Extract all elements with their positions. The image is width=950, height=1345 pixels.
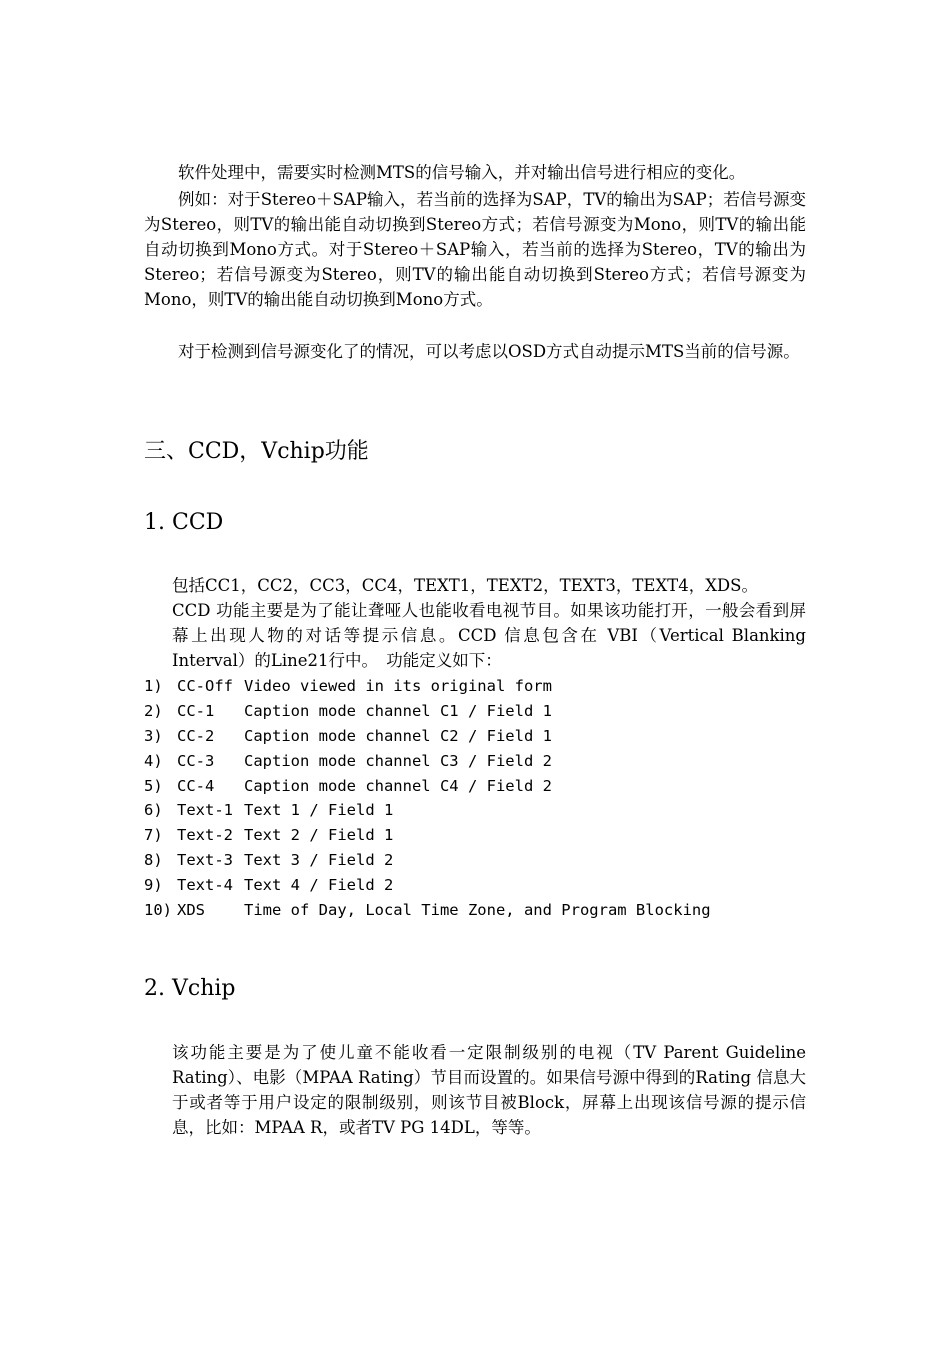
list-item: 7) Text-2 Text 2 / Field 1 xyxy=(144,826,394,845)
list-item: 9) Text-4 Text 4 / Field 2 xyxy=(144,876,394,895)
ccd-mode-list xyxy=(144,674,844,923)
list-item: 4) CC-3 Caption mode channel C3 / Field 2 xyxy=(144,751,552,770)
section-heading-ccd-vchip: 三、CCD，Vchip功能 xyxy=(144,439,369,464)
list-item: 1) CC-Off Video viewed in its original form xyxy=(144,677,552,695)
list-item: 6) Text-1 Text 1 / Field 1 xyxy=(144,801,394,820)
mts-paragraph-3: 对于检测到信号源变化了的情况，可以考虑以OSD方式自动提示MTS当前的信号源。 xyxy=(178,342,800,361)
vchip-paragraph-1: 该功能主要是为了使儿童不能收看一定限制级别的电视（TV Parent Guideline Rating）、电影（MPAA Rating）节目而设置的。如果信号源中得到的Rating 信息大于或者等于用户设定的限制级别，则该节目被Block，屏幕上出现该信号源的提示信息，比如：MPAA R，或者TV PG 14DL，等等。 xyxy=(172,1043,806,1137)
list-item: 3) CC-2 Caption mode channel C2 / Field 1 xyxy=(144,726,552,745)
list-item: 5) CC-4 Caption mode channel C4 / Field 2 xyxy=(144,776,552,795)
list-item: 2) CC-1 Caption mode channel C1 / Field 1 xyxy=(144,701,552,720)
list-item: 10) XDS Time of Day, Local Time Zone, and Program Blocking xyxy=(144,901,711,920)
ccd-paragraph-2: CCD 功能主要是为了能让聋哑人也能收看电视节目。如果该功能打开，一般会看到屏幕上出现人物的对话等提示信息。CCD 信息包含在 VBI（Vertical Blanking Interval）的Line21行中。 功能定义如下： xyxy=(172,601,806,670)
ccd-paragraph-1: 包括CC1，CC2，CC3，CC4，TEXT1，TEXT2，TEXT3，TEXT4，XDS。 xyxy=(172,576,758,595)
mts-paragraph-2: 例如：对于Stereo＋SAP输入，若当前的选择为SAP，TV的输出为SAP；若信号源变为Stereo，则TV的输出能自动切换到Stereo方式；若信号源变为Mono，则TV的输出能自动切换到Mono方式。对于Stereo＋SAP输入，若当前的选择为Stereo，TV的输出为Stereo；若信号源变为Stereo，则TV的输出能自动切换到Stereo方式；若信号源变为Mono，则TV的输出能自动切换到Mono方式。 xyxy=(144,190,806,309)
vchip-heading: 2. Vchip xyxy=(144,976,236,1001)
mts-paragraph-1: 软件处理中，需要实时检测MTS的信号输入，并对输出信号进行相应的变化。 xyxy=(178,163,746,182)
list-item: 8) Text-3 Text 3 / Field 2 xyxy=(144,851,394,870)
ccd-heading: 1. CCD xyxy=(144,510,224,535)
